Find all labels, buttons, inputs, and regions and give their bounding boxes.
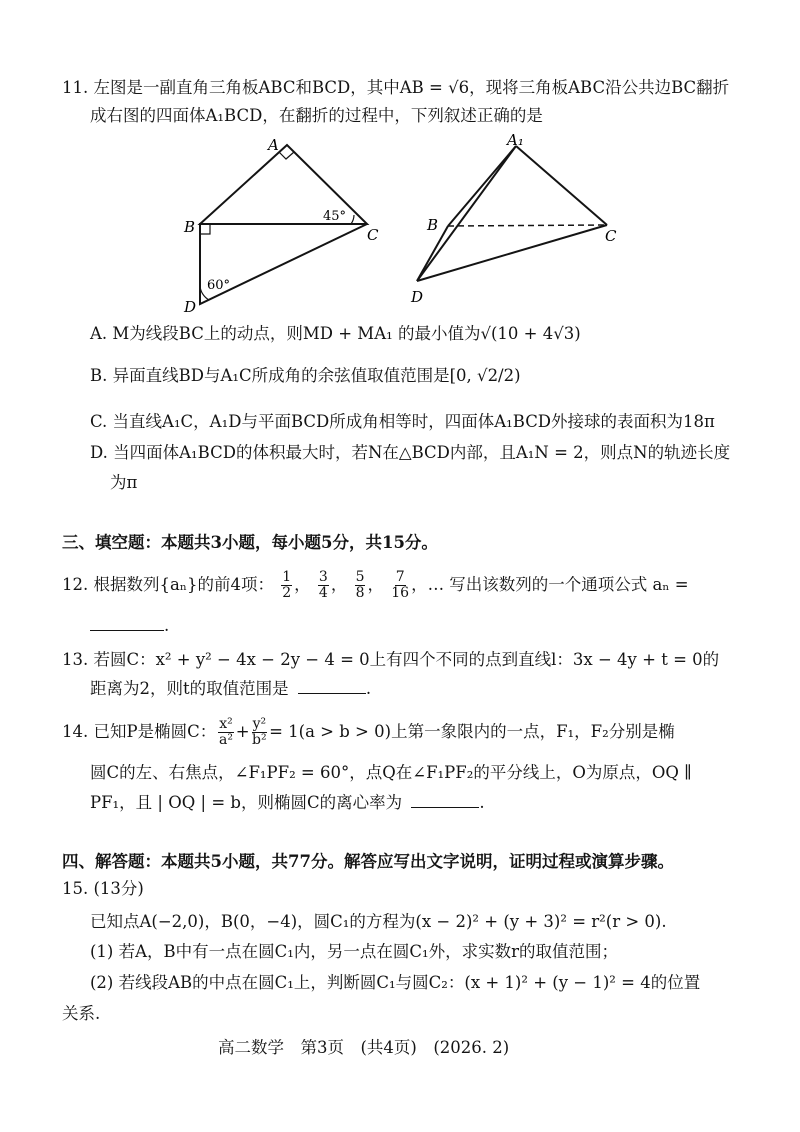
fig-left-angle-d: 60° (207, 278, 231, 293)
q11-option-d-line2: 为π (110, 473, 138, 492)
q12-prefix: 12. 根据数列{aₙ}的前4项： (62, 575, 274, 594)
fig-right-label-d: D (411, 288, 424, 306)
q14-answer-blank[interactable] (411, 807, 479, 808)
section4-heading: 四、解答题：本题共5小题，共77分。解答应写出文字说明，证明过程或演算步骤。 (62, 852, 674, 871)
q11-stem-line1: 11. 左图是一副直角三角板ABC和BCD，其中AB = √6，现将三角板ABC沿公共边BC翻折 (62, 78, 730, 97)
q15-part2-cont: 关系. (62, 1004, 101, 1023)
figure-left-triangles (175, 134, 385, 314)
q12-answer-line: . (90, 614, 169, 638)
q12-fraction-2: $\frac{3}{4}$ (318, 569, 328, 601)
fig-left-label-c: C (367, 226, 379, 244)
section3-heading: 三、填空题：本题共3小题，每小题5分，共15分。 (62, 533, 438, 552)
q12-answer-blank[interactable] (90, 630, 164, 631)
figure-right-tetrahedron (405, 132, 630, 307)
q12-fraction-4: $\frac{7}{16}$ (391, 569, 410, 601)
q14-stem-line3: PF₁，且 | OQ | = b，则椭圆C的离心率为 . (90, 793, 485, 812)
fig-left-label-a: A (268, 136, 279, 154)
q15-part1: (1) 若A，B中有一点在圆C₁内，另一点在圆C₁外，求实数r的取值范围； (90, 942, 619, 961)
q15-stem-line1: 已知点A(−2,0)，B(0，−4)，圆C₁的方程为(x − 2)² + (y + 3)² = r²(r > 0). (90, 912, 667, 931)
q12-fraction-1: $\frac{1}{2}$ (282, 569, 292, 601)
fig-left-angle-c: 45° (323, 209, 347, 224)
q13-answer-blank[interactable] (298, 693, 366, 694)
q12-stem: 12. 根据数列{aₙ}的前4项： $\frac{1}{2}$ ， $\frac{3}{4}$ ， $\frac{5}{8}$ ， $\frac{7}{16}$ ，… 写出该数列的一个通项公式 aₙ = (62, 569, 689, 601)
q13-stem-line1: 13. 若圆C：x² + y² − 4x − 2y − 4 = 0上有四个不同的点到直线l：3x − 4y + t = 0的 (62, 650, 720, 669)
q11-option-d-line1: D. 当四面体A₁BCD的体积最大时，若N在△BCD内部，且A₁N = 2，则点N的轨迹长度 (90, 443, 731, 462)
fig-right-label-a1: A₁ (507, 132, 524, 149)
q11-option-c: C. 当直线A₁C，A₁D与平面BCD所成角相等时，四面体A₁BCD外接球的表面积为18π (90, 412, 715, 431)
fig-left-label-b: B (184, 218, 196, 236)
q11-stem-line2: 成右图的四面体A₁BCD，在翻折的过程中，下列叙述正确的是 (90, 106, 543, 125)
fig-right-label-c: C (605, 227, 617, 245)
q14-fraction-y: $\frac{\text{y²}}{\text{b²}}$ (252, 716, 267, 748)
q13-stem-line2: 距离为2，则t的取值范围是 . (90, 679, 372, 698)
q15-header: 15. (13分) (62, 879, 144, 898)
q14-fraction-x: $\frac{\text{x²}}{\text{a²}}$ (218, 716, 233, 748)
q11-option-a: A. M为线段BC上的动点，则MD + MA₁ 的最小值为√(10 + 4√3) (90, 324, 581, 343)
q11-option-b: B. 异面直线BD与A₁C所成角的余弦值取值范围是[0, √2/2) (90, 366, 521, 385)
fig-left-label-d: D (184, 298, 197, 314)
q14-stem-line1: 14. 已知P是椭圆C： $\frac{\text{x²}}{\text{a²}}$ + $\frac{\text{y²}}{\text{b²}}$ = 1(a > b > 0)上第一象限内的一点，F₁，F₂分别是椭 (62, 716, 675, 748)
q12-fraction-3: $\frac{5}{8}$ (355, 569, 365, 601)
page-footer: 高二数学 第3页 (共4页) (2026. 2) (218, 1038, 510, 1057)
fig-right-label-b: B (427, 216, 439, 234)
q12-suffix: ，… 写出该数列的一个通项公式 aₙ = (411, 575, 689, 594)
q15-part2: (2) 若线段AB的中点在圆C₁上，判断圆C₁与圆C₂：(x + 1)² + (y − 1)² = 4的位置 (90, 973, 701, 992)
q14-stem-line2: 圆C的左、右焦点，∠F₁PF₂ = 60°，点Q在∠F₁PF₂的平分线上，O为原点，OQ ∥ (90, 763, 692, 782)
